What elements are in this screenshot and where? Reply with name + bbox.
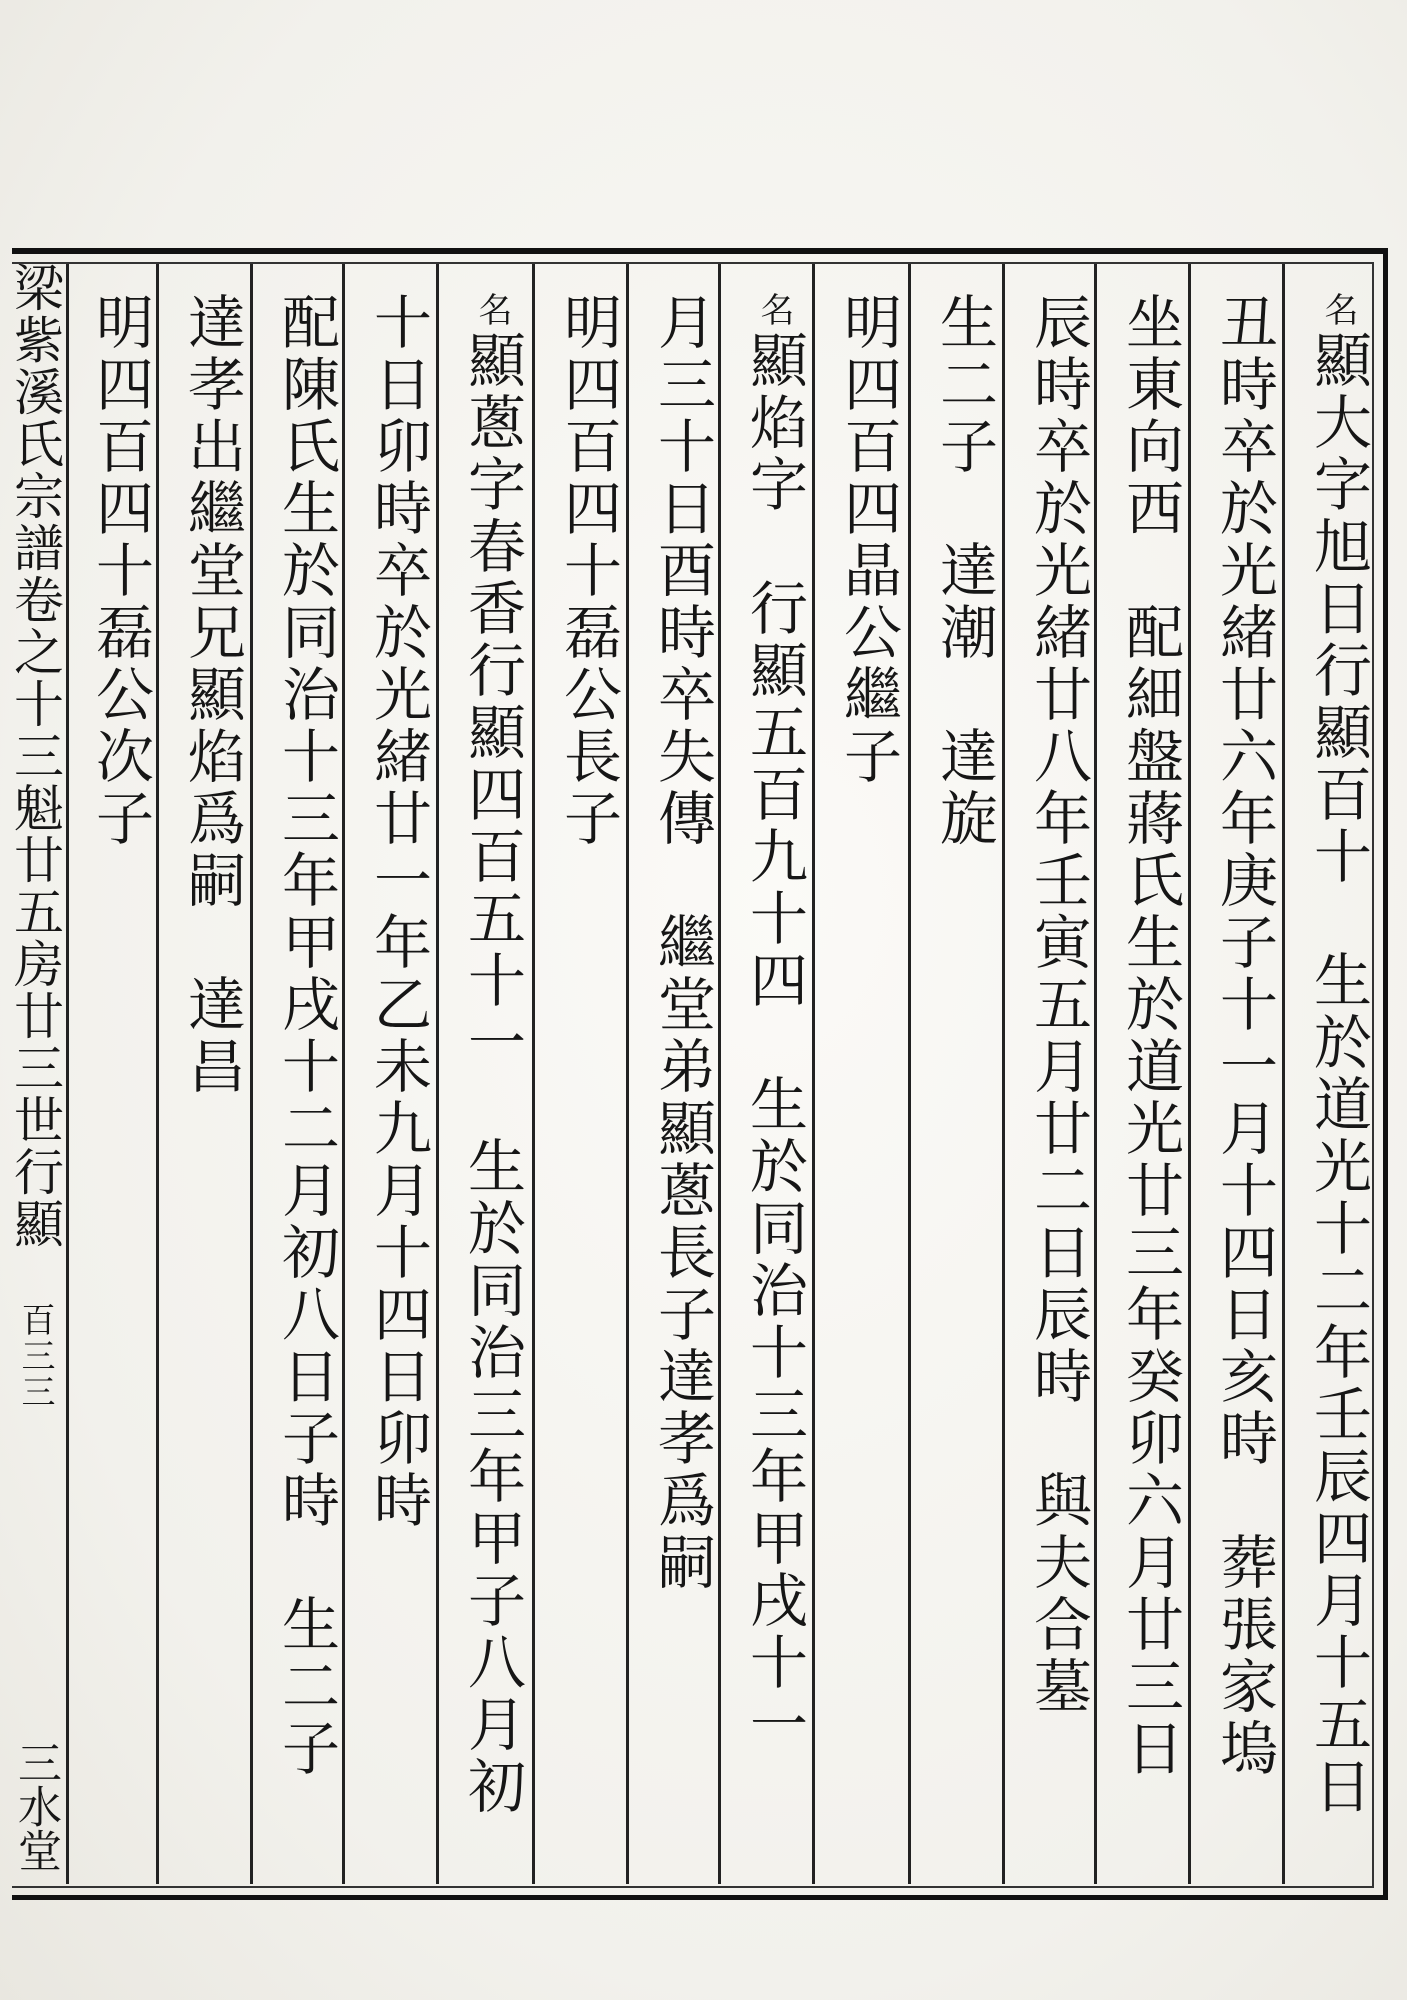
column-text: 丑時卒於光緒廿六年庚子十一月十四日亥時 葬張家塢 bbox=[1210, 292, 1278, 1780]
text-column-8 bbox=[640, 292, 724, 1882]
column-text: 顯蔥字春香行顯四百五十一 生於同治三年甲子八月初 bbox=[458, 330, 526, 1818]
column-rule bbox=[66, 264, 69, 1884]
section-label: 魁廿五房廿三世行顯 bbox=[6, 782, 64, 1250]
column-text: 生二子 達潮 達旋 bbox=[930, 292, 998, 850]
hall-name: 三水堂 bbox=[10, 1740, 61, 1872]
text-column-14 bbox=[78, 292, 162, 1882]
column-text: 顯大字旭日行顯百十 生於道光十二年壬辰四月十五日 bbox=[1304, 330, 1372, 1818]
name-marker: 名 bbox=[754, 292, 794, 330]
column-text: 辰時卒於光緒廿八年壬寅五月廿二日辰時 與夫合墓 bbox=[1024, 292, 1092, 1718]
text-column-3 bbox=[1108, 292, 1192, 1882]
volume-label: 卷之十三 bbox=[6, 574, 64, 782]
text-column-9 bbox=[546, 292, 630, 1882]
column-text: 顯焰字 行顯五百九十四 生於同治十三年甲戌十一 bbox=[740, 330, 808, 1756]
text-column-13 bbox=[170, 292, 254, 1882]
text-column-10 bbox=[450, 292, 534, 1882]
column-text: 坐東向西 配細盤蔣氏生於道光廿三年癸卯六月廿三日 bbox=[1116, 292, 1184, 1780]
column-text: 達孝出繼堂兄顯焰爲嗣 達昌 bbox=[178, 292, 246, 1098]
text-column-7 bbox=[732, 292, 816, 1882]
text-column-1 bbox=[1296, 292, 1380, 1882]
text-column-2 bbox=[1202, 292, 1286, 1882]
gutter-heading bbox=[4, 262, 64, 1902]
text-column-5 bbox=[922, 292, 1006, 1882]
name-marker: 名 bbox=[472, 292, 512, 330]
text-column-12 bbox=[264, 292, 348, 1882]
name-marker: 名 bbox=[1318, 292, 1358, 330]
text-column-4 bbox=[1016, 292, 1100, 1882]
column-text: 月三十日酉時卒失傳 繼堂弟顯蔥長子達孝爲嗣 bbox=[648, 292, 716, 1594]
column-text: 明四百四十磊公次子 bbox=[86, 292, 154, 850]
column-text: 十日卯時卒於光緒廿一年乙未九月十四日卯時 bbox=[364, 292, 432, 1532]
text-column-11 bbox=[356, 292, 440, 1882]
column-text: 明四百四晶公繼子 bbox=[834, 292, 902, 788]
column-text: 配陳氏生於同治十三年甲戌十二月初八日子時 生二子 bbox=[272, 292, 340, 1780]
page-range: 百三三 bbox=[15, 1302, 55, 1410]
book-title: 梁紫溪氏宗譜 bbox=[6, 262, 64, 574]
text-column-6 bbox=[826, 292, 910, 1882]
column-text: 明四百四十磊公長子 bbox=[554, 292, 622, 850]
